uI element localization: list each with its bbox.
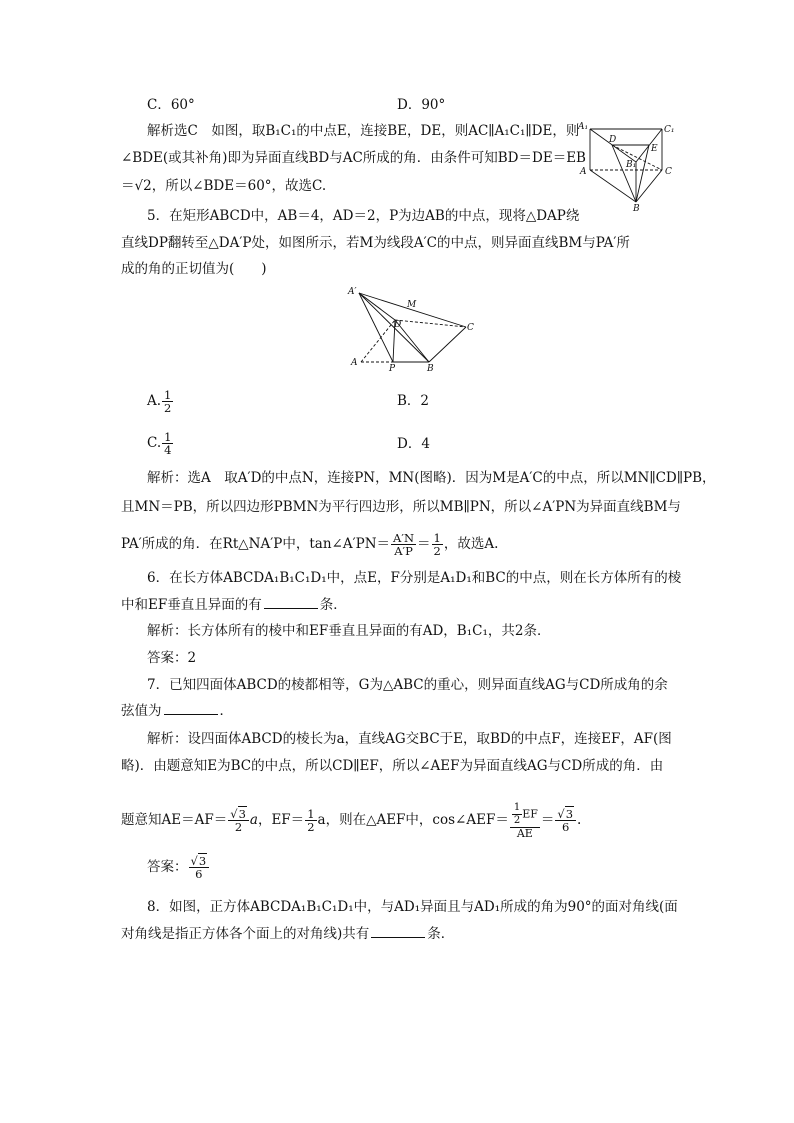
q6-answer: 答案：2: [147, 650, 197, 666]
q4-fig-label-b: B: [633, 204, 640, 212]
q4-solution-line-2: ∠BDE(或其补角)即为异面直线BD与AC所成的角．由条件可知BD＝DE＝EB: [121, 150, 586, 166]
q4-fig-label-e: E: [651, 144, 658, 154]
q4-option-d: D．90°: [397, 97, 446, 113]
q8-stem-line-1: 8．如图，正方体ABCDA₁B₁C₁D₁中，与AD₁异面且与AD₁所成的角为90°的面对角线(面: [147, 899, 678, 915]
q5-option-c-label: C.: [147, 435, 162, 451]
q5-fig-label-a: A: [351, 358, 358, 368]
q7-answer-fraction: $\frac{√3}{6}$: [189, 855, 210, 880]
q8-answer-blank: [371, 925, 425, 938]
q5-option-c-fraction: $\frac{1}{4}$: [164, 430, 172, 457]
q7-sqrt3-over-2: $\frac{√3}{2}$: [228, 808, 249, 833]
q8-stem-line-2: 对角线是指正方体各个面上的对角线)共有 条．: [121, 926, 455, 942]
q5-stem-line-2: 直线DP翻转至△DA′P处，如图所示，若M为线段A′C的中点，则异面直线BM与PA′所: [121, 235, 630, 251]
q6-solution: 解析：长方体所有的棱中和EF垂直且异面的有AD，B₁C₁，共2条．: [147, 623, 551, 639]
q6-stem-line-2: 中和EF垂直且异面的有 条．: [121, 597, 347, 613]
q4-fig-label-a1: A₁: [578, 122, 589, 132]
q5-fig-label-m: M: [407, 300, 417, 310]
q6-answer-blank: [264, 596, 318, 609]
q5-fig-label-p: P: [389, 364, 396, 374]
q7-solution-line-2: 略)．由题意知E为BC的中点，所以CD∥EF，所以∠AEF为异面直线AG与CD所成的角．由: [121, 758, 664, 774]
q4-prism-figure: [576, 120, 676, 212]
q7-stem-line-1: 7．已知四面体ABCD的棱都相等，G为△ABC的重心，则异面直线AG与CD所成角的余: [147, 677, 668, 693]
q7-answer: 答案： $\frac{√3}{6}$: [147, 850, 210, 884]
q5-solution-line-1: 解析：选A 取A′D的中点N，连接PN，MN(图略)．因为M是A′C的中点，所以MN∥CD∥PB，: [147, 470, 716, 486]
q5-fig-label-b: B: [427, 364, 434, 374]
q4-fig-label-b1: B₁: [626, 160, 637, 170]
q5-tan-fraction: $\frac{A'N}{A'P}$: [393, 531, 415, 558]
q7-answer-blank: [164, 702, 218, 715]
q5-solution-line-2: 且MN＝PB，所以四边形PBMN为平行四边形，所以MB∥PN，所以∠A′PN为异面直线BM与: [121, 499, 681, 515]
q5-option-a: [147, 386, 174, 416]
q4-option-c: C．60°: [147, 97, 195, 113]
q5-option-b: B．2: [397, 393, 430, 409]
q5-option-a-label: A.: [147, 393, 162, 409]
q5-fig-label-d: D: [394, 320, 402, 330]
q5-fig-label-c: C: [467, 323, 474, 333]
q5-stem-line-1: 5．在矩形ABCD中，AB＝4，AD＝2，P为边AB的中点，现将△DAP绕: [147, 208, 580, 224]
q5-option-d: D．4: [397, 436, 430, 452]
q4-fig-label-c1: C₁: [664, 125, 675, 135]
q5-fold-figure: [344, 282, 484, 374]
q4-fig-label-c: C: [665, 167, 672, 177]
q7-half: $\frac{1}{2}$: [307, 807, 315, 834]
q4-solution-line-3: ＝√2，所以∠BDE＝60°，故选C.: [121, 178, 327, 194]
q7-stem-line-2: 弦值为 ．: [121, 703, 233, 719]
q5-fig-label-a-prime: A′: [348, 287, 357, 297]
q7-cos-fraction: $\frac{1}{2}$ EF AE: [510, 802, 540, 840]
q7-solution-line-1: 解析：设四面体ABCD的棱长为a，直线AG交BC于E，取BD的中点F，连接EF，AF(图: [147, 731, 672, 747]
q4-fig-label-d: D: [609, 135, 617, 145]
q5-half-fraction: $\frac{1}{2}$: [433, 531, 441, 558]
q6-stem-line-1: 6．在长方体ABCDA₁B₁C₁D₁中，点E，F分别是A₁D₁和BC的中点，则在长方体所有的棱: [147, 570, 682, 586]
q4-fig-label-a: A: [580, 167, 587, 177]
q5-solution-line-3: PA′所成的角．在Rt△NA′P中，tan∠A′PN＝ $\frac{A'N}{A'P}$ ＝ $\frac{1}{2}$ ，故选A.: [121, 531, 499, 558]
q7-solution-line-3: 题意知AE＝AF＝ $\frac{√3}{2}$ a，EF＝ $\frac{1}{2}$ a，则在△AEF中，cos∠AEF＝ $\frac{1}{2}$ EF AE ＝ $\frac{√3}{6}$ .: [121, 801, 582, 840]
q5-stem-line-3: 成的角的正切值为( ): [121, 261, 267, 277]
q4-solution-line-1: 解析选C 如图，取B₁C₁的中点E，连接BE，DE，则AC∥A₁C₁∥DE，则: [147, 123, 580, 139]
q7-sqrt3-over-6: $\frac{√3}{6}$: [555, 808, 576, 833]
q5-option-a-fraction: $\frac{1}{2}$: [164, 388, 172, 415]
q5-option-c: [147, 428, 174, 458]
